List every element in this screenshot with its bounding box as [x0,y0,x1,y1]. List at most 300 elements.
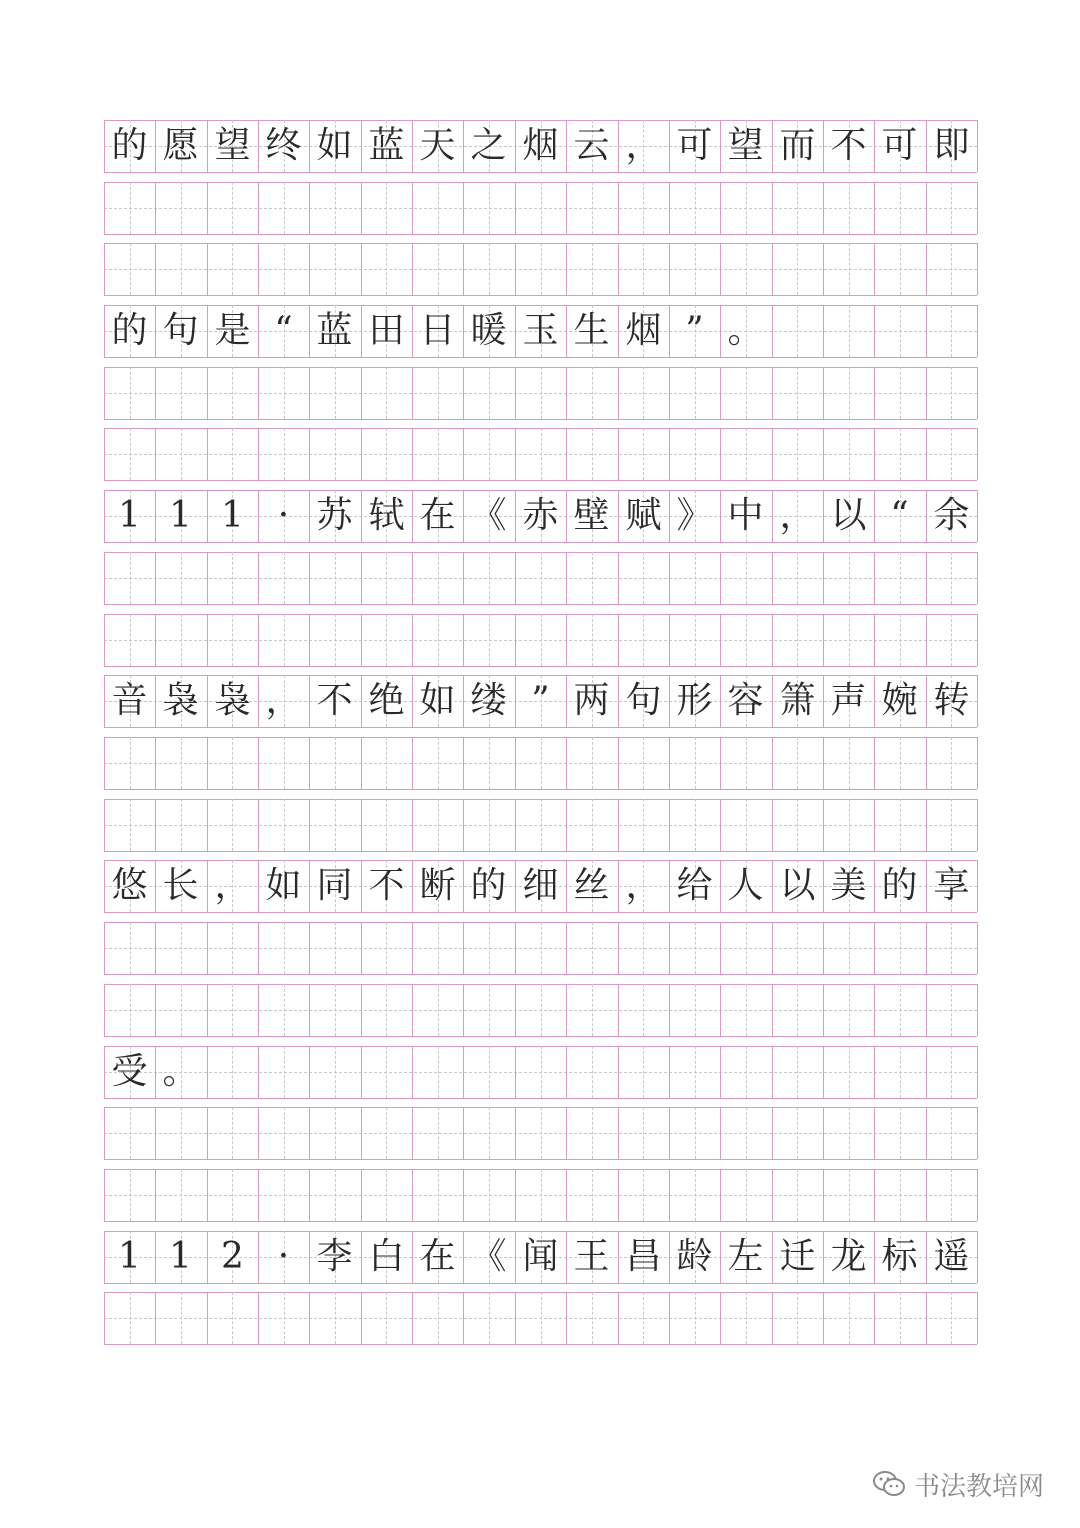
grid-column-line [463,1292,464,1344]
grid-column-midline [695,799,696,851]
grid-column-midline [951,614,952,666]
grid-column-midline [438,243,439,295]
grid-column-line [926,799,927,851]
grid-column-midline [695,984,696,1036]
grid-column-line [258,243,259,295]
grid-character: 容 [727,680,764,721]
grid-column-midline [335,737,336,789]
grid-column-line [977,367,978,419]
grid-column-line [361,737,362,789]
grid-border [104,357,977,358]
grid-column-line [618,428,619,480]
grid-column-line [618,367,619,419]
grid-column-line [566,1107,567,1159]
grid-column-line [823,1292,824,1344]
grid-character: 细 [522,865,559,906]
grid-column-midline [900,1046,901,1098]
grid-column-midline [695,1169,696,1221]
grid-character: 1 [169,495,192,536]
grid-column-line [104,737,105,789]
grid-character: 王 [573,1236,610,1277]
grid-character: “ [274,310,293,351]
grid-column-line [618,1292,619,1344]
grid-column-midline [284,367,285,419]
grid-column-midline [335,614,336,666]
grid-column-midline [643,984,644,1036]
grid-column-midline [900,1107,901,1159]
grid-character: 昌 [625,1236,662,1277]
grid-border [104,604,977,605]
grid-column-line [463,922,464,974]
grid-column-line [412,614,413,666]
grid-column-line [669,428,670,480]
grid-column-midline [900,614,901,666]
grid-column-line [515,182,516,234]
grid-column-line [104,984,105,1036]
grid-column-midline [643,614,644,666]
grid-column-line [258,984,259,1036]
watermark-text: 书法教培网 [913,1471,1044,1502]
grid-column-line [258,182,259,234]
grid-border [104,851,977,852]
grid-column-line [309,737,310,789]
grid-column-midline [335,1292,336,1344]
grid-column-midline [130,984,131,1036]
grid-column-line [669,1046,670,1098]
grid-character: 玉 [522,310,559,351]
grid-column-midline [232,737,233,789]
grid-column-midline [900,182,901,234]
grid-column-midline [849,428,850,480]
grid-column-line [977,799,978,851]
grid-column-line [207,737,208,789]
grid-column-midline [181,984,182,1036]
grid-column-midline [643,922,644,974]
grid-column-midline [438,614,439,666]
grid-column-midline [541,799,542,851]
grid-column-midline [592,428,593,480]
grid-column-line [823,552,824,604]
grid-border [104,419,977,420]
grid-column-line [823,922,824,974]
grid-column-line [515,1046,516,1098]
grid-character: 不 [830,125,867,166]
grid-character: 望 [727,125,764,166]
grid-column-line [566,1169,567,1221]
grid-character: 在 [419,1236,456,1277]
grid-column-midline [592,367,593,419]
grid-column-line [977,675,978,727]
grid-character: 暖 [470,310,507,351]
grid-column-midline [797,243,798,295]
grid-column-midline [849,243,850,295]
grid-character: 享 [933,865,970,906]
grid-column-midline [592,799,593,851]
grid-character: 声 [830,680,867,721]
grid-column-midline [438,428,439,480]
grid-column-midline [181,1169,182,1221]
grid-column-line [977,1231,978,1283]
grid-column-midline [386,614,387,666]
grid-column-midline [284,799,285,851]
grid-column-midline [386,1107,387,1159]
grid-column-midline [541,1107,542,1159]
grid-column-midline [438,1292,439,1344]
grid-column-midline [284,552,285,604]
grid-column-line [926,922,927,974]
grid-column-line [823,428,824,480]
grid-character: 闻 [522,1236,559,1277]
grid-character: 即 [933,125,970,166]
grid-column-line [258,367,259,419]
grid-character: 如 [419,680,456,721]
grid-column-midline [438,984,439,1036]
grid-column-midline [695,367,696,419]
grid-character: 2 [221,1236,244,1277]
grid-border [104,1098,977,1099]
grid-column-line [772,552,773,604]
grid-column-line [823,614,824,666]
grid-column-midline [181,614,182,666]
grid-column-line [720,182,721,234]
grid-column-line [823,1107,824,1159]
grid-column-line [720,243,721,295]
grid-column-midline [849,367,850,419]
grid-border [104,480,977,481]
grid-column-line [823,182,824,234]
grid-column-midline [746,922,747,974]
grid-column-midline [232,1046,233,1098]
grid-row [104,428,977,480]
grid-column-line [361,1046,362,1098]
grid-column-midline [643,1169,644,1221]
grid-column-line [309,984,310,1036]
grid-column-line [720,1292,721,1344]
grid-character: 之 [470,125,507,166]
grid-column-midline [746,552,747,604]
grid-column-midline [489,922,490,974]
grid-character: 同 [316,865,353,906]
grid-column-line [874,428,875,480]
grid-character: 轼 [368,495,405,536]
grid-row [104,1107,977,1159]
grid-column-line [207,1292,208,1344]
grid-column-line [361,614,362,666]
grid-character: 箫 [779,680,816,721]
grid-column-line [874,922,875,974]
grid-column-line [207,243,208,295]
grid-column-midline [643,737,644,789]
grid-character: 1 [221,495,244,536]
grid-character: 可 [676,125,713,166]
grid-column-line [463,552,464,604]
grid-column-midline [797,799,798,851]
grid-column-line [977,552,978,604]
grid-column-midline [900,799,901,851]
grid-column-line [874,1292,875,1344]
grid-column-line [874,552,875,604]
grid-column-line [515,984,516,1036]
grid-column-line [207,984,208,1036]
grid-column-midline [951,305,952,357]
grid-column-line [566,614,567,666]
grid-column-midline [643,243,644,295]
grid-column-midline [130,243,131,295]
grid-column-midline [232,922,233,974]
grid-column-line [463,1046,464,1098]
grid-column-midline [695,614,696,666]
grid-column-line [772,1292,773,1344]
grid-character: 终 [265,125,302,166]
grid-column-line [566,984,567,1036]
grid-column-midline [695,182,696,234]
grid-column-line [720,922,721,974]
grid-column-line [104,243,105,295]
grid-column-line [515,243,516,295]
grid-character: 以 [830,495,867,536]
grid-column-midline [284,984,285,1036]
grid-border [104,1159,977,1160]
grid-column-midline [335,799,336,851]
grid-column-line [669,737,670,789]
grid-column-midline [181,799,182,851]
grid-column-midline [541,243,542,295]
grid-column-midline [438,367,439,419]
grid-column-midline [438,552,439,604]
grid-column-line [463,799,464,851]
grid-column-midline [181,552,182,604]
grid-column-line [412,1107,413,1159]
grid-border [104,1344,977,1345]
grid-character: 受 [111,1051,148,1092]
grid-row [104,675,977,727]
grid-column-line [720,799,721,851]
grid-column-midline [335,243,336,295]
grid-column-line [874,367,875,419]
grid-character: 遥 [933,1236,970,1277]
grid-row [104,182,977,234]
grid-column-midline [541,367,542,419]
grid-column-midline [386,1046,387,1098]
grid-column-line [361,1107,362,1159]
grid-column-line [618,1046,619,1098]
grid-column-line [772,614,773,666]
grid-column-midline [438,1169,439,1221]
grid-column-midline [438,922,439,974]
grid-character: 余 [933,495,970,536]
grid-column-midline [232,367,233,419]
grid-column-line [207,1107,208,1159]
grid-column-line [823,1046,824,1098]
grid-column-midline [438,182,439,234]
grid-column-line [566,367,567,419]
grid-column-line [361,428,362,480]
grid-character: 李 [316,1236,353,1277]
grid-column-midline [541,984,542,1036]
grid-character: 龄 [676,1236,713,1277]
grid-character: 如 [265,865,302,906]
grid-column-midline [386,737,387,789]
grid-column-midline [386,367,387,419]
grid-column-midline [797,1169,798,1221]
grid-character: 在 [419,495,456,536]
grid-column-line [669,1292,670,1344]
grid-border [104,789,977,790]
grid-column-line [412,243,413,295]
grid-column-midline [797,737,798,789]
grid-border [104,234,977,235]
grid-column-line [772,922,773,974]
grid-column-line [926,243,927,295]
watermark [872,1466,1044,1502]
grid-column-line [926,1107,927,1159]
grid-column-line [926,614,927,666]
grid-column-midline [797,305,798,357]
grid-column-midline [489,552,490,604]
grid-column-midline [643,367,644,419]
grid-column-midline [643,1107,644,1159]
grid-column-line [874,614,875,666]
grid-column-midline [592,922,593,974]
grid-row [104,1292,977,1344]
grid-column-midline [951,367,952,419]
grid-column-line [669,984,670,1036]
grid-column-line [823,799,824,851]
grid-character: 袅 [162,680,199,721]
grid-column-line [463,984,464,1036]
grid-column-midline [232,1107,233,1159]
grid-column-line [566,552,567,604]
grid-character: 不 [368,865,405,906]
grid-character: ” [685,310,704,351]
grid-column-midline [284,1107,285,1159]
grid-character: ， [779,495,816,536]
grid-column-midline [386,1169,387,1221]
grid-column-line [720,984,721,1036]
grid-column-midline [181,1292,182,1344]
grid-column-line [361,1169,362,1221]
grid-column-midline [951,1292,952,1344]
grid-column-midline [900,552,901,604]
grid-column-midline [643,799,644,851]
grid-column-line [104,1107,105,1159]
grid-column-line [823,243,824,295]
grid-column-midline [900,922,901,974]
grid-column-midline [232,1292,233,1344]
grid-column-line [618,614,619,666]
grid-column-midline [541,1169,542,1221]
grid-column-midline [489,243,490,295]
grid-column-line [772,428,773,480]
grid-column-line [155,428,156,480]
grid-column-line [977,1169,978,1221]
grid-character: 。 [727,310,764,351]
grid-column-midline [181,367,182,419]
grid-column-line [155,552,156,604]
grid-column-midline [232,182,233,234]
grid-column-line [874,305,875,357]
grid-column-midline [849,1046,850,1098]
grid-column-line [412,984,413,1036]
grid-column-line [515,737,516,789]
grid-column-midline [849,614,850,666]
grid-column-line [926,1046,927,1098]
grid-column-midline [951,737,952,789]
grid-column-midline [181,182,182,234]
grid-column-midline [849,984,850,1036]
grid-character: 赤 [522,495,559,536]
grid-column-line [926,182,927,234]
grid-column-line [926,984,927,1036]
grid-character: 生 [573,310,610,351]
grid-column-line [104,922,105,974]
grid-column-midline [746,1046,747,1098]
grid-column-midline [746,614,747,666]
grid-column-line [566,799,567,851]
grid-column-line [155,984,156,1036]
grid-character: 婉 [881,680,918,721]
grid-column-line [412,1292,413,1344]
grid-column-line [874,1169,875,1221]
grid-column-line [361,799,362,851]
grid-column-line [669,1107,670,1159]
grid-border [104,542,977,543]
grid-border [104,974,977,975]
grid-column-midline [130,367,131,419]
grid-column-line [618,922,619,974]
grid-column-line [309,552,310,604]
grid-column-line [874,243,875,295]
wechat-icon [872,1469,906,1499]
grid-column-midline [797,1046,798,1098]
grid-column-midline [797,428,798,480]
grid-column-midline [849,737,850,789]
grid-column-line [258,1046,259,1098]
grid-column-midline [386,552,387,604]
grid-column-line [515,799,516,851]
grid-column-line [515,1169,516,1221]
grid-column-line [104,799,105,851]
grid-column-midline [592,182,593,234]
grid-column-line [977,305,978,357]
grid-column-line [309,1107,310,1159]
grid-character: 烟 [522,125,559,166]
grid-border [104,912,977,913]
grid-character: 转 [933,680,970,721]
grid-column-line [463,737,464,789]
grid-column-midline [232,614,233,666]
grid-column-midline [489,1169,490,1221]
grid-column-midline [335,552,336,604]
grid-column-midline [284,614,285,666]
grid-character: 悠 [111,865,148,906]
grid-character: 的 [111,310,148,351]
grid-column-line [566,1046,567,1098]
grid-column-midline [386,799,387,851]
grid-column-midline [951,552,952,604]
grid-column-line [977,1107,978,1159]
grid-character: 绝 [368,680,405,721]
grid-row [104,243,977,295]
grid-column-line [977,243,978,295]
grid-row [104,860,977,912]
grid-column-midline [900,1292,901,1344]
grid-column-midline [541,552,542,604]
grid-column-midline [232,799,233,851]
grid-column-line [104,367,105,419]
grid-column-line [720,1046,721,1098]
grid-row [104,305,977,357]
